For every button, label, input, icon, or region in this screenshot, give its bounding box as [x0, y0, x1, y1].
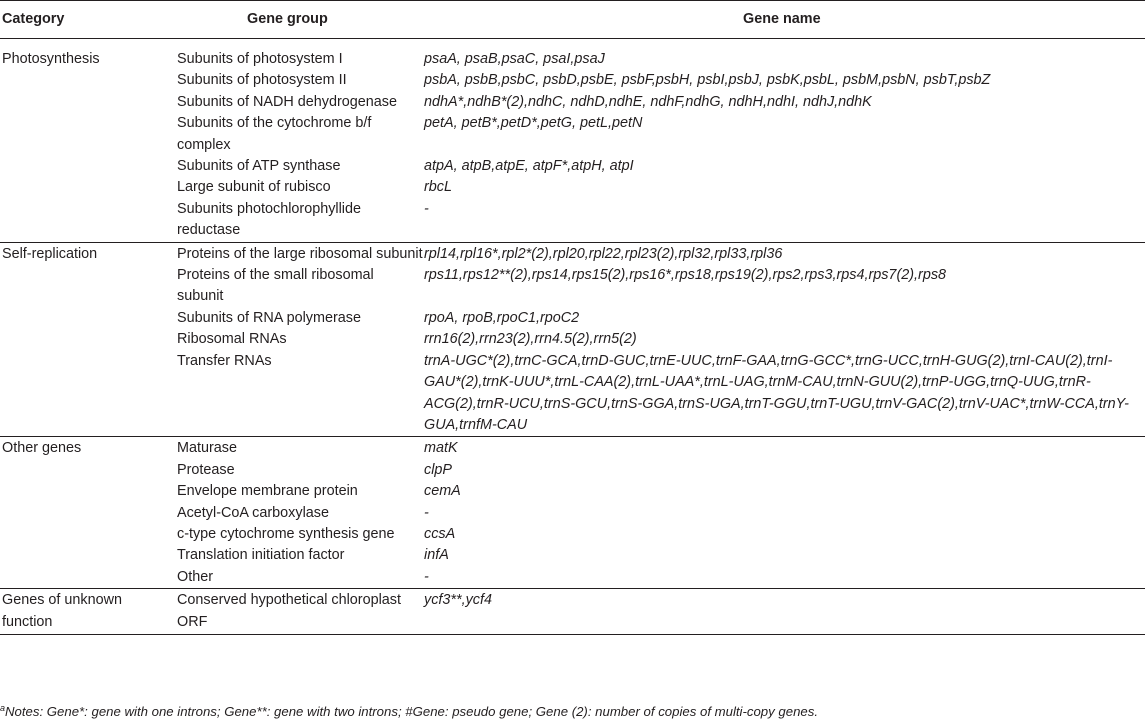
category-cell — [0, 460, 174, 481]
gene-group-cell: Ribosomal RNAs — [177, 331, 287, 348]
gene-name-cell: rpoA, rpoB,rpoC1,rpoC2 — [424, 309, 580, 326]
table-row — [0, 503, 1145, 524]
table-row — [0, 351, 1145, 437]
table-row — [0, 70, 1145, 91]
header-gene-name: Gene name — [424, 1, 1145, 39]
header-row — [0, 1, 1145, 39]
gene-name-cell: rpl14,rpl16*,rpl2*(2),rpl20,rpl22,rpl23(2),rpl32,rpl33,rpl36 — [424, 242, 1145, 265]
table-row — [0, 265, 1145, 308]
gene-name-cell: - — [424, 504, 429, 521]
gene-name-cell: cemA — [424, 483, 461, 500]
gene-name-cell: trnA-UGC*(2),trnC-GCA,trnD-GUC,trnE-UUC,trnF-GAA,trnG-GCC*,trnG-UCC,trnH-GUG(2),trnI-CAU(2),trnI-GAU*(2),trnK-UUU*,trnL-CAA(2),trnL-UAA*,trnL-UAG,trnM-CAU,trnN-GUU(2),trnP-UGG,trnQ-UUG,trnR-ACG(2),trnR-UCU,trnS-GCU,trnS-GGA,trnS-UGA,trnT-GGU,trnT-UGU,trnV-GAC(2),trnV-UAC*,trnW-CCA,trnY-GUA,trnfM-CAU — [424, 352, 1129, 433]
gene-name-cell: infA — [424, 547, 449, 564]
gene-name-cell: rbcL — [424, 179, 452, 196]
table-body — [0, 39, 1145, 635]
category-cell — [0, 92, 174, 113]
header-gene-group: Gene group — [174, 1, 424, 39]
header-category: Category — [0, 1, 174, 39]
category-cell: Photosynthesis — [2, 51, 100, 67]
category-cell — [0, 567, 174, 589]
category-cell — [0, 265, 174, 308]
table-row — [0, 242, 1145, 265]
gene-group-cell: Subunits of the cytochrome b/f complex — [177, 115, 372, 153]
category-cell: Genes of unknown function — [0, 589, 174, 635]
category-cell — [0, 113, 174, 156]
gene-name-cell: - — [424, 568, 429, 585]
gene-name-cell: ycf3**,ycf4 — [424, 589, 1145, 635]
category-cell: Self-replication — [0, 242, 174, 265]
gene-name-cell: rrn16(2),rrn23(2),rrn4.5(2),rrn5(2) — [424, 331, 637, 348]
table-row — [0, 567, 1145, 589]
gene-name-cell: ccsA — [424, 525, 456, 542]
gene-name-cell: petA, petB*,petD*,petG, petL,petN — [424, 115, 643, 132]
gene-name-cell: clpP — [424, 461, 452, 478]
gene-name-cell: psaA, psaB,psaC, psaI,psaJ — [424, 51, 605, 67]
gene-name-cell: psbA, psbB,psbC, psbD,psbE, psbF,psbH, psbI,psbJ, psbK,psbL, psbM,psbN, psbT,psbZ — [424, 72, 991, 89]
category-cell — [0, 156, 174, 177]
gene-group-cell: Subunits of photosystem II — [177, 72, 347, 89]
table-row — [0, 437, 1145, 460]
gene-group-cell: Maturase — [174, 437, 424, 460]
gene-group-cell: Subunits photochlorophyllide reductase — [177, 200, 362, 239]
category-cell — [0, 481, 174, 502]
gene-group-cell: Proteins of the small ribosomal subunit — [177, 267, 374, 305]
gene-group-cell: Translation initiation factor — [177, 547, 345, 564]
gene-group-cell: Acetyl-CoA carboxylase — [177, 504, 329, 521]
gene-name-cell: - — [424, 200, 429, 217]
gene-group-cell: Subunits of RNA polymerase — [177, 309, 361, 326]
gene-group-cell: Proteins of the large ribosomal subunit — [174, 242, 424, 265]
category-cell — [0, 351, 174, 437]
category-cell — [0, 199, 174, 242]
gene-group-cell: Envelope membrane protein — [177, 483, 358, 500]
table-row — [0, 92, 1145, 113]
gene-group-cell: c-type cytochrome synthesis gene — [177, 525, 395, 542]
table-row — [0, 589, 1145, 635]
gene-group-cell: Conserved hypothetical chloroplast ORF — [174, 589, 424, 635]
table-row — [0, 481, 1145, 502]
table-row — [0, 156, 1145, 177]
gene-group-cell: Transfer RNAs — [177, 352, 272, 369]
gene-group-cell: Subunits of NADH dehydrogenase — [177, 93, 397, 110]
table-row — [0, 329, 1145, 350]
category-cell — [0, 308, 174, 329]
table-row — [0, 199, 1145, 242]
gene-name-cell: atpA, atpB,atpE, atpF*,atpH, atpI — [424, 158, 634, 175]
gene-group-cell: Large subunit of rubisco — [177, 179, 331, 196]
category-cell — [0, 329, 174, 350]
gene-group-cell: Protease — [177, 461, 235, 478]
gene-name-cell: ndhA*,ndhB*(2),ndhC, ndhD,ndhE, ndhF,ndhG, ndhH,ndhI, ndhJ,ndhK — [424, 93, 872, 110]
table-row — [0, 113, 1145, 156]
category-cell — [0, 177, 174, 198]
category-cell: Other genes — [0, 437, 174, 460]
footnote-text: Notes: Gene*: gene with one introns; Gene**: gene with two introns; #Gene: pseudo gene; Gene (2): number of copies of multi-copy genes. — [5, 704, 818, 719]
gene-name-cell: matK — [424, 437, 1145, 460]
gene-name-cell: rps11,rps12**(2),rps14,rps15(2),rps16*,rps18,rps19(2),rps2,rps3,rps4,rps7(2),rps8 — [424, 267, 947, 284]
category-cell — [0, 545, 174, 566]
category-cell — [0, 503, 174, 524]
category-cell — [0, 70, 174, 91]
table-row — [0, 460, 1145, 481]
gene-group-cell: Other — [177, 568, 213, 585]
footnote-marker: a — [0, 703, 6, 713]
gene-group-cell: Subunits of ATP synthase — [177, 158, 341, 175]
category-cell — [0, 524, 174, 545]
table-row — [0, 545, 1145, 566]
table-row — [0, 308, 1145, 329]
gene-group-cell: Subunits of photosystem I — [177, 51, 343, 67]
table-footnote — [0, 703, 818, 719]
table-row — [0, 39, 1145, 71]
table-row — [0, 524, 1145, 545]
table-row — [0, 177, 1145, 198]
